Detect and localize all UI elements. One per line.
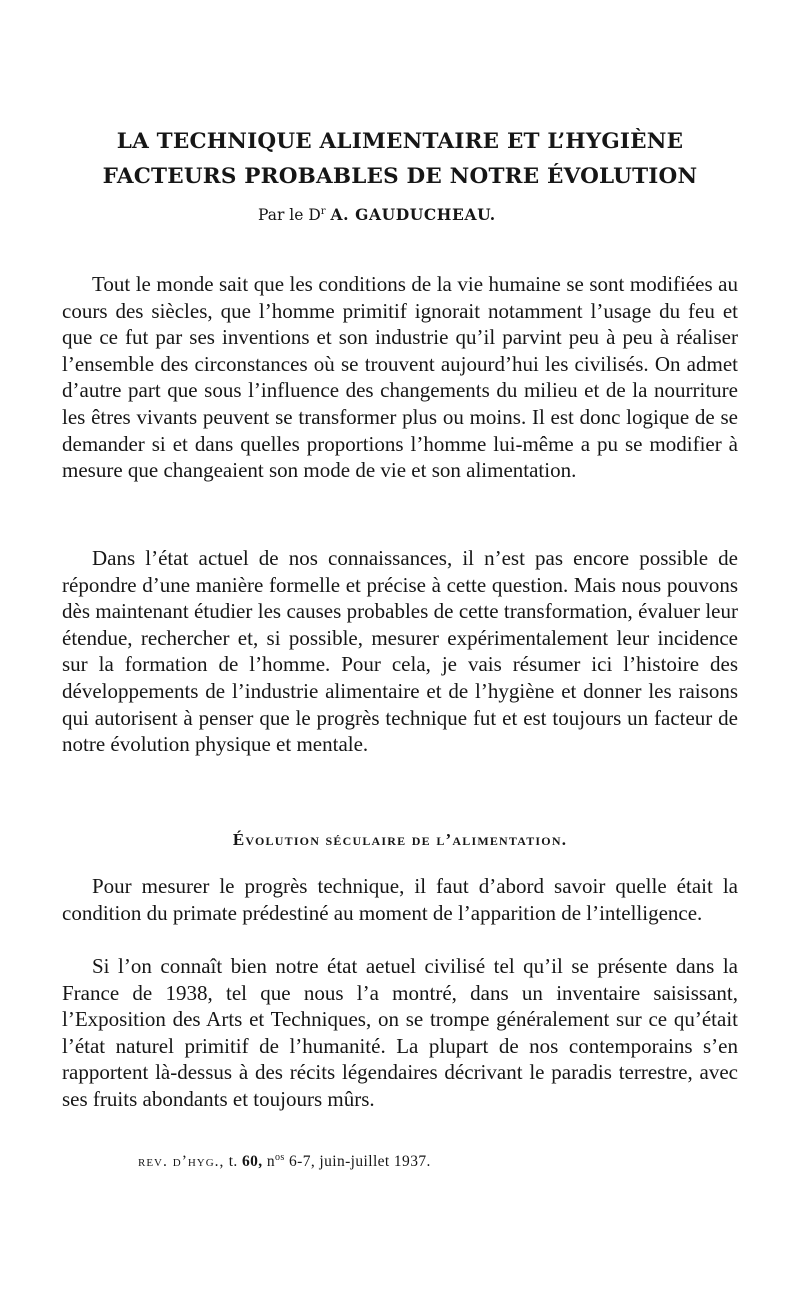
article-title-line-2: FACTEURS PROBABLES DE NOTRE ÉVOLUTION (102, 164, 698, 189)
author-byline (258, 205, 658, 224)
issue-prefix: n (266, 1153, 275, 1170)
tome-number: 60, (241, 1153, 263, 1170)
byline-prefix: Par le D (258, 206, 321, 224)
body-paragraph-4: Si l’on connaît bien notre état aetuel civilisé tel qu’il se présente dans la France de 1938, tel que nous l’a montré, dans un inventaire saisissant, l’Exposition des Arts et Techniques, on se trompe généralement sur ce qu’était l’état naturel primitif de l’humanité. La plupart de nos contemporains s’en rapportent là-dessus à des récits légendaires décrivant le paradis terrestre, avec ses fruits abondants et toujours mûrs. (62, 954, 738, 1111)
article-title-line-1: LA TECHNIQUE ALIMENTAIRE ET L’HYGIÈNE (116, 129, 684, 154)
body-paragraph-1: Tout le monde sait que les conditions de la vie humaine se sont modifiées au cours des siècles, que l’homme primitif ignorait notamment l’usage du feu et que ce fut par ses inventions et son industrie qu’il parvint peu à peu à réaliser l’ensemble des circonstances où se trouvent aujourd’hui les civilisés. On admet d’autre part que sous l’influence des changements du milieu et de la nourriture les êtres vivants peuvent se transformer plus ou moins. Il est donc logique de se demander si et dans quelles proportions l’homme lui-même a pu se modifier à mesure que changeaient son mode de vie et son alimentation. (62, 272, 738, 483)
journal-abbreviation: rev. d’hyg., (138, 1153, 225, 1170)
journal-reference-footer (138, 1153, 431, 1171)
issue-superscript: os (275, 1151, 285, 1163)
body-paragraph-2: Dans l’état actuel de nos connaissances, il n’est pas encore possible de répondre d’une manière formelle et précise à cette question. Mais nous pouvons dès maintenant étudier les causes probables de cette transformation, évaluer leur étendue, rechercher et, si possible, mesurer expérimentalement leur incidence sur la formation de l’homme. Pour cela, je vais résumer ici l’histoire des développements de l’industrie alimentaire et de l’hygiène et donner les raisons qui autorisent à penser que le progrès technique fut et est toujours un facteur de notre évolution physique et mentale. (62, 546, 738, 757)
section-heading: Évolution séculaire de l’alimentation. (232, 830, 568, 849)
body-paragraph-3: Pour mesurer le progrès technique, il faut d’abord savoir quelle était la condition du primate prédestiné au moment de l’apparition de l’intelligence. (62, 874, 738, 925)
author-name: A. GAUDUCHEAU. (330, 205, 496, 224)
issue-details: 6-7, juin-juillet 1937. (288, 1153, 431, 1170)
tome-label: t. (228, 1153, 238, 1170)
byline-degree-superscript: r (320, 205, 326, 217)
